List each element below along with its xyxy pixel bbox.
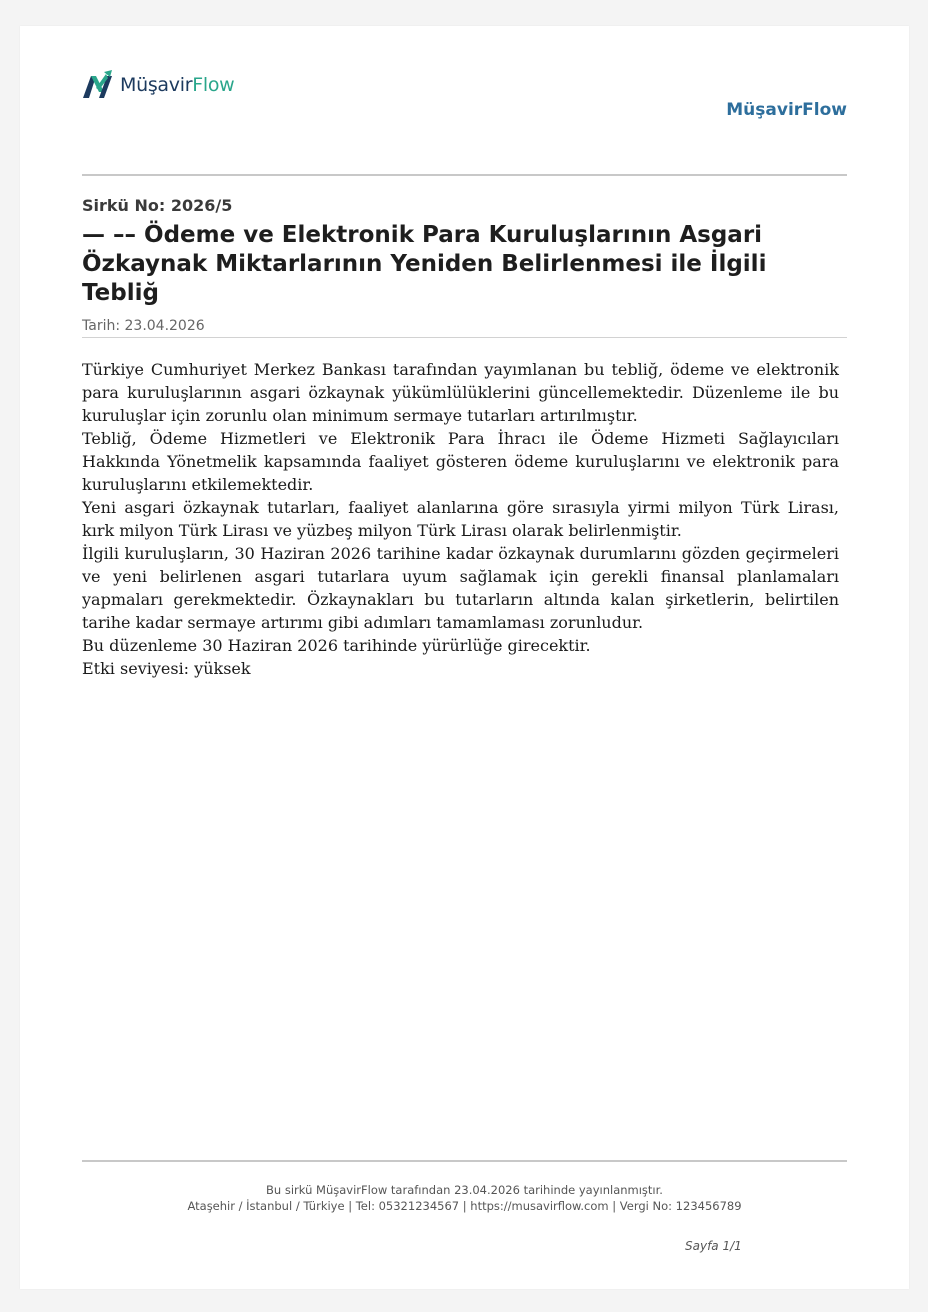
logo-wordmark xyxy=(120,70,234,100)
musavirflow-logo-icon xyxy=(82,70,118,100)
circular-body xyxy=(82,358,839,680)
body-paragraph: İlgili kuruluşların, 30 Haziran 2026 tarihine kadar özkaynak durumlarını gözden geçirmeleri ve yeni belirlenen asgari tutarlara uyum sağlamak için gerekli finansal planlamaları yapmaları gerekmektedir. Özkaynakları bu tutarların altında kalan şirketlerin, belirtilen tarihe kadar sermaye artırımı gibi adımları tamamlaması zorunludur. xyxy=(82,544,839,632)
circular-date: Tarih: 23.04.2026 xyxy=(82,318,205,334)
impact-level: Etki seviyesi: yüksek xyxy=(82,659,251,678)
header-divider xyxy=(82,174,847,176)
brand-name: MüşavirFlow xyxy=(726,100,847,120)
body-paragraph: Tebliğ, Ödeme Hizmetleri ve Elektronik Para İhracı ile Ödeme Hizmeti Sağlayıcıları Hakkında Yönetmelik kapsamında faaliyet gösteren ödeme kuruluşlarını ve elektronik para kuruluşlarını etkilemektedir. xyxy=(82,429,839,494)
document-header xyxy=(82,70,847,130)
body-paragraph: Bu düzenleme 30 Haziran 2026 tarihinde yürürlüğe girecektir. xyxy=(82,636,591,655)
circular-number: Sirkü No: 2026/5 xyxy=(82,196,233,215)
circular-title: — –– Ödeme ve Elektronik Para Kuruluşlarının Asgari Özkaynak Miktarlarının Yeniden Belirlenmesi ile İlgili Tebliğ xyxy=(82,222,767,306)
footer-publication-note: Bu sirkü MüşavirFlow tarafından 23.04.2026 tarihinde yayınlanmıştır. xyxy=(266,1183,663,1197)
document-page xyxy=(20,26,909,1289)
logo-word-1: Müşavir xyxy=(120,74,193,96)
page-number: Sayfa 1/1 xyxy=(685,1239,742,1253)
body-paragraph: Yeni asgari özkaynak tutarları, faaliyet alanlarına göre sırasıyla yirmi milyon Türk Lirası, kırk milyon Türk Lirası ve yüzbeş milyon Türk Lirası olarak belirlenmiştir. xyxy=(82,498,839,540)
footer-contact-info: Ataşehir / İstanbul / Türkiye | Tel: 05321234567 | https://musavirflow.com | Vergi No: 123456789 xyxy=(187,1199,742,1213)
title-divider xyxy=(82,337,847,338)
footer-divider xyxy=(82,1160,847,1162)
document-footer xyxy=(82,1182,847,1214)
logo-word-2: Flow xyxy=(192,74,235,96)
company-logo xyxy=(82,70,234,100)
body-paragraph: Türkiye Cumhuriyet Merkez Bankası tarafından yayımlanan bu tebliğ, ödeme ve elektronik para kuruluşlarının asgari özkaynak yükümlülüklerini güncellemektedir. Düzenleme ile bu kuruluşlar için zorunlu olan minimum sermaye tutarları artırılmıştır. xyxy=(82,360,839,425)
